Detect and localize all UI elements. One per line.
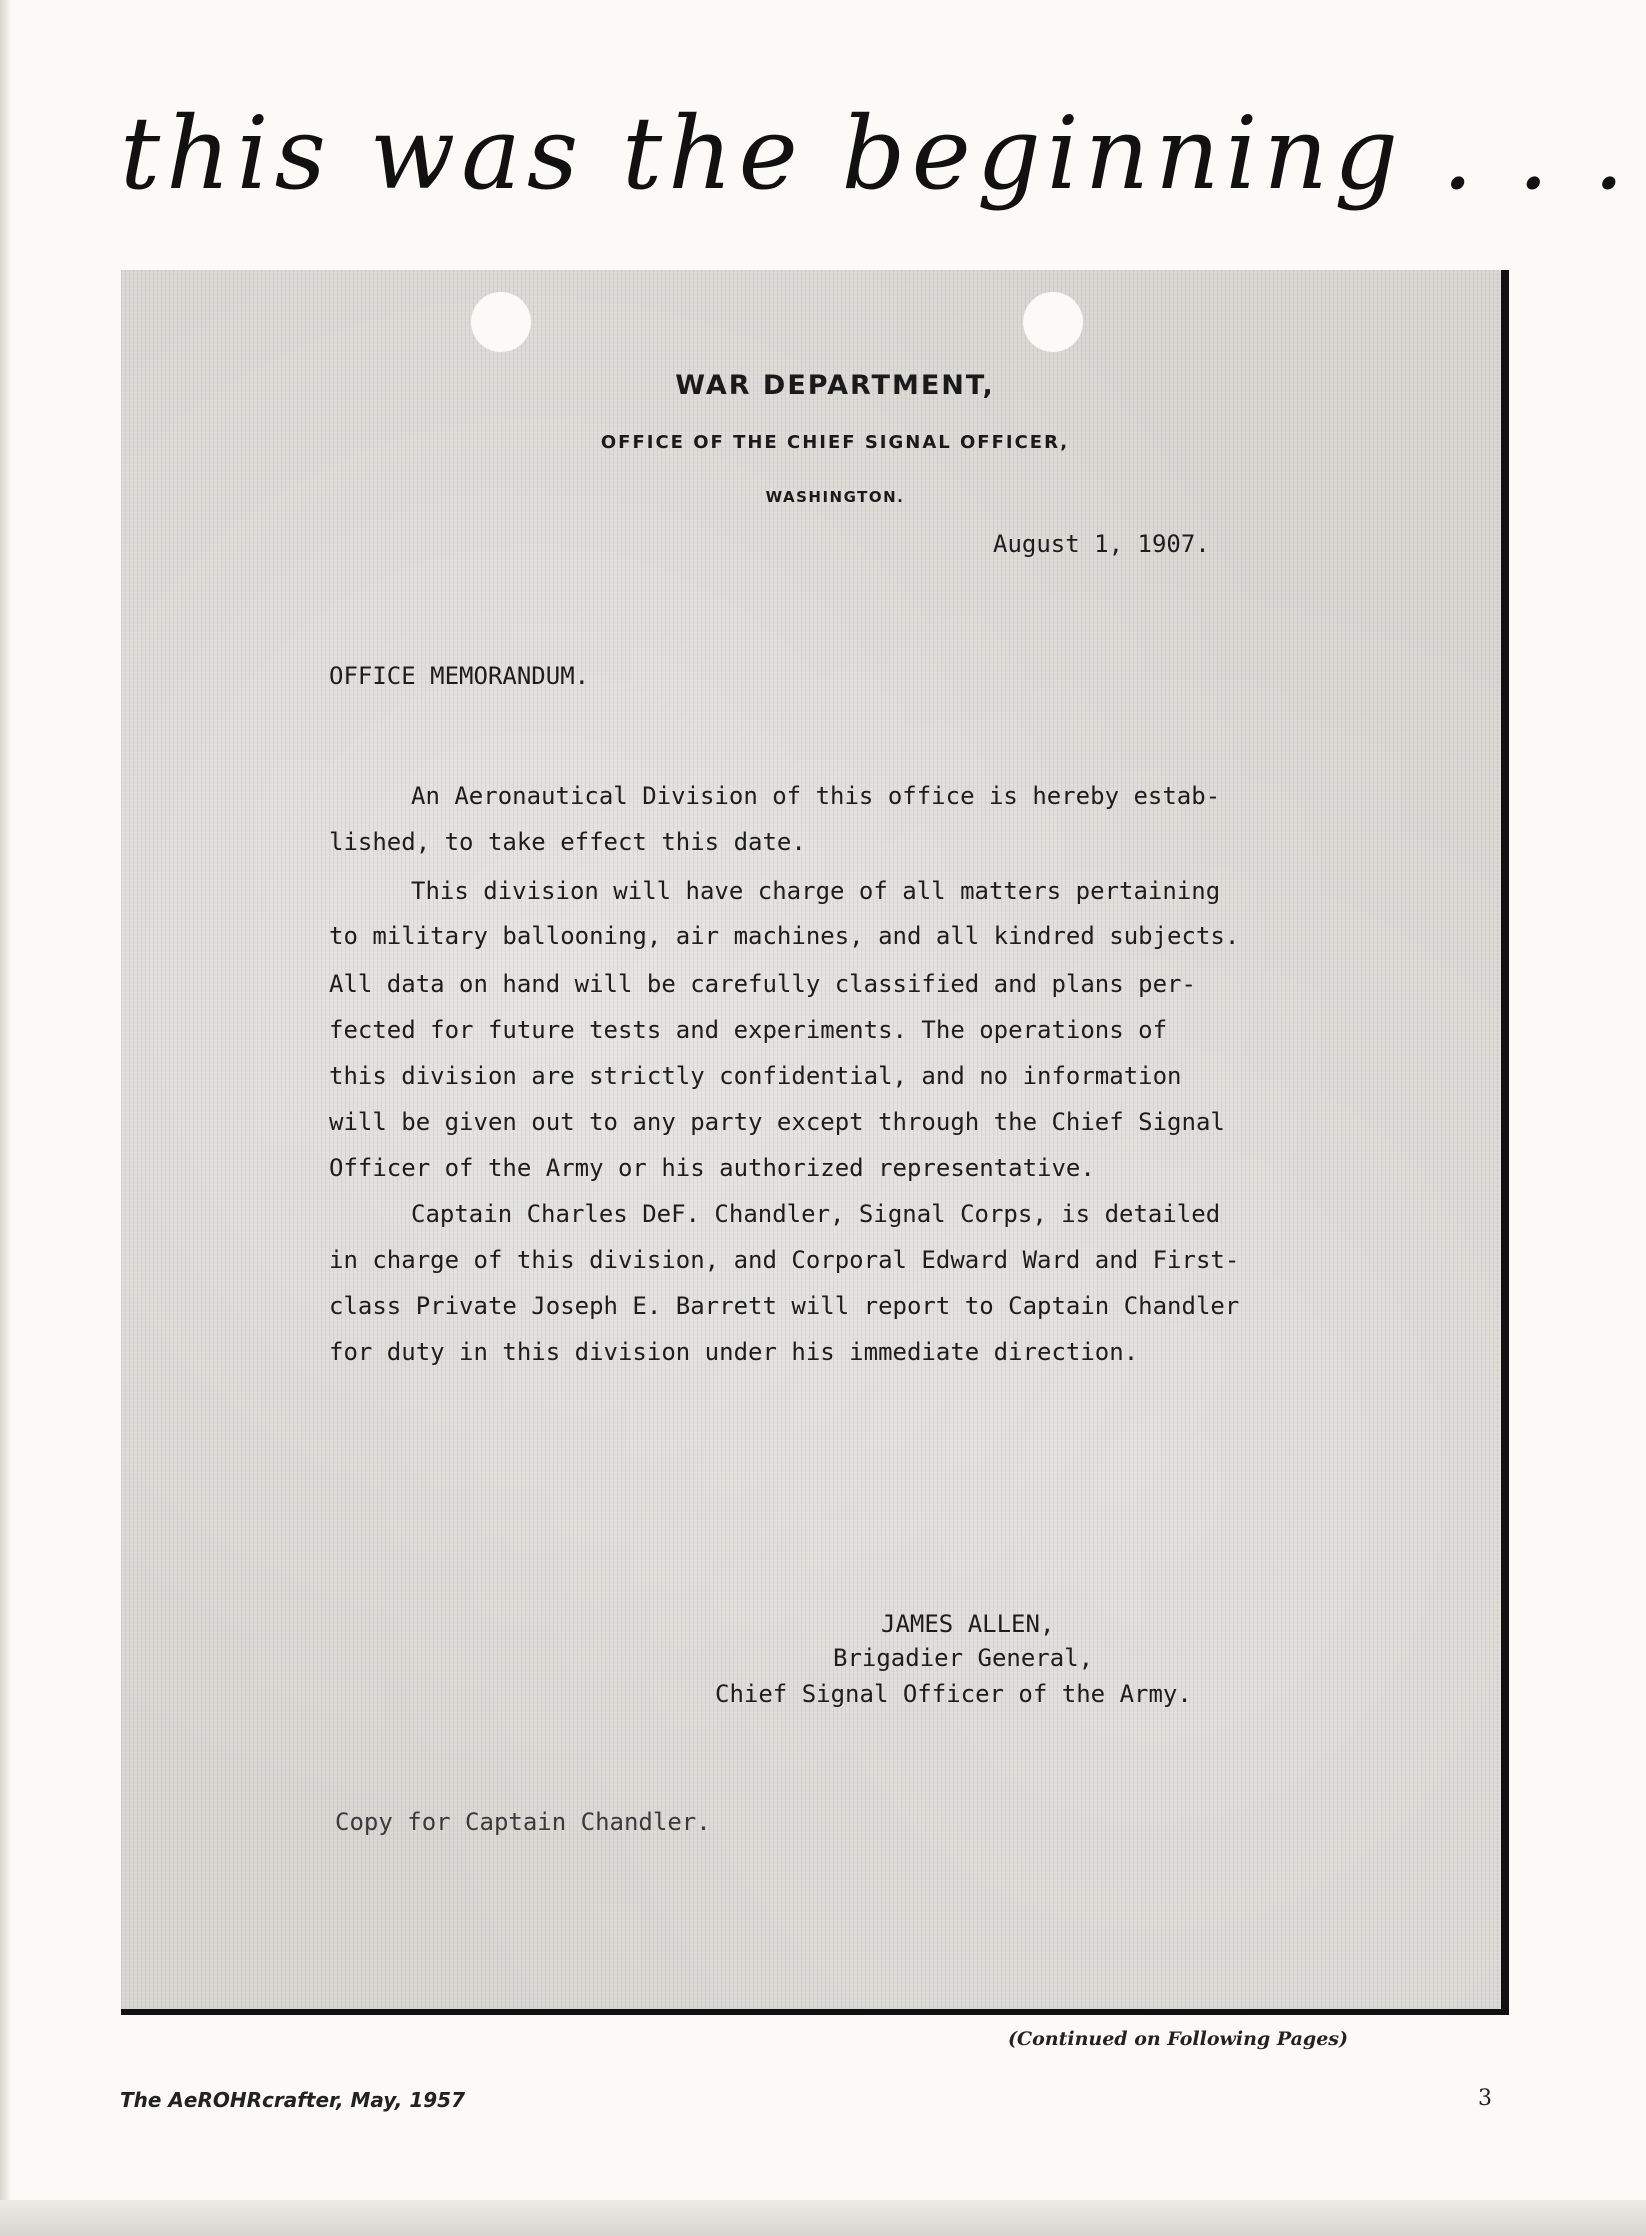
signature-name: JAMES ALLEN,: [881, 1610, 1055, 1638]
page-headline: this was the beginning . . .: [120, 95, 1631, 212]
memo-line: All data on hand will be carefully classified and plans per-: [329, 970, 1196, 998]
letterhead-city: WASHINGTON.: [765, 488, 905, 506]
memo-line: for duty in this division under his immediate direction.: [329, 1338, 1139, 1366]
page-number: 3: [1478, 2086, 1492, 2111]
copy-note: Copy for Captain Chandler.: [335, 1808, 711, 1836]
memo-date: August 1, 1907.: [993, 530, 1210, 558]
publication-footer: The AeROHRcrafter, May, 1957: [120, 2088, 466, 2112]
memo-line: Officer of the Army or his authorized representative.: [329, 1154, 1095, 1182]
page-binding-edge: [0, 0, 10, 2236]
memo-line: will be given out to any party except through the Chief Signal: [329, 1108, 1225, 1136]
memo-line: this division are strictly confidential, and no information: [329, 1062, 1182, 1090]
letterhead-office: OFFICE OF THE CHIEF SIGNAL OFFICER,: [600, 432, 1070, 453]
memo-line: An Aeronautical Division of this office is hereby estab-: [411, 782, 1221, 810]
memo-line: in charge of this division, and Corporal Edward Ward and First-: [329, 1246, 1240, 1274]
letterhead-department: WAR DEPARTMENT,: [675, 370, 995, 401]
continued-note: (Continued on Following Pages): [1008, 2028, 1348, 2050]
memorandum-photo: [121, 270, 1509, 2015]
memo-line: lished, to take effect this date.: [329, 828, 806, 856]
page-bottom-edge: [0, 2200, 1646, 2236]
memo-heading: OFFICE MEMORANDUM.: [329, 662, 590, 690]
memo-line: fected for future tests and experiments. The operations of: [329, 1016, 1168, 1044]
punch-hole-right: [1023, 292, 1083, 352]
memo-line: class Private Joseph E. Barrett will report to Captain Chandler: [329, 1292, 1240, 1320]
memo-line: This division will have charge of all matters pertaining: [411, 877, 1221, 905]
signature-title: Chief Signal Officer of the Army.: [715, 1680, 1192, 1708]
memo-line: Captain Charles DeF. Chandler, Signal Corps, is detailed: [411, 1200, 1221, 1228]
punch-hole-left: [471, 292, 531, 352]
signature-rank: Brigadier General,: [833, 1644, 1094, 1672]
memo-line: to military ballooning, air machines, and all kindred subjects.: [329, 922, 1240, 950]
